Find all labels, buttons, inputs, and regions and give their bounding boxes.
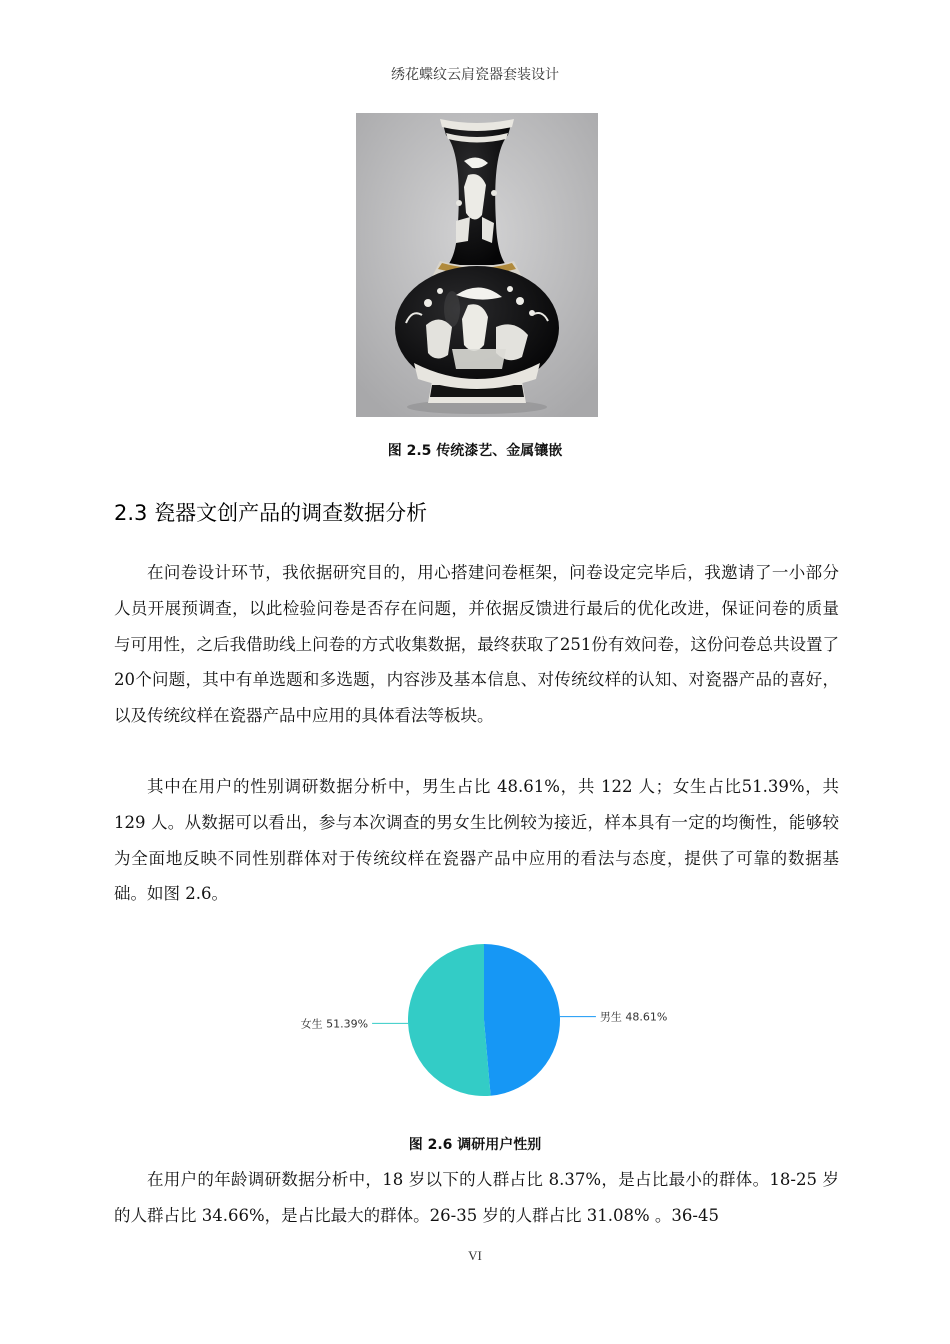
figure-2-5-caption: 图 2.5 传统漆艺、金属镶嵌 <box>387 443 563 459</box>
gender-pie-chart <box>280 925 700 1115</box>
pie-label-1: 女生 51.39% <box>300 1017 369 1031</box>
pie-slice-1 <box>408 944 491 1096</box>
pie-label-0: 男生 48.61% <box>599 1010 668 1024</box>
vase-photo <box>356 113 598 417</box>
running-header: 绣花蝶纹云肩瓷器套装设计 <box>391 67 559 83</box>
section-heading: 2.3 瓷器文创产品的调查数据分析 <box>114 501 428 525</box>
page-number: VI <box>468 1248 482 1263</box>
paragraph-gender-analysis: 其中在用户的性别调研数据分析中，男生占比 48.61%，共 122 人；女生占比51.39%，共 129 人。从数据可以看出，参与本次调查的男女生比例较为接近，样本具有一定的均衡性，能够较为全面地反映不同性别群体对于传统纹样在瓷器产品中应用的看法与态度，提供了可靠的数据基础。如图 2.6。 <box>114 777 839 904</box>
paragraph-survey-design: 在问卷设计环节，我依据研究目的，用心搭建问卷框架，问卷设定完毕后，我邀请了一小部分人员开展预调查，以此检验问卷是否存在问题，并依据反馈进行最后的优化改进，保证问卷的质量与可用性，之后我借助线上问卷的方式收集数据，最终获取了251份有效问卷，这份问卷总共设置了20个问题，其中有单选题和多选题，内容涉及基本信息、对传统纹样的认知、对瓷器产品的喜好，以及传统纹样在瓷器产品中应用的具体看法等板块。 <box>114 563 839 726</box>
figure-2-6-caption: 图 2.6 调研用户性别 <box>408 1137 542 1153</box>
paragraph-age-analysis: 在用户的年龄调研数据分析中，18 岁以下的人群占比 8.37%，是占比最小的群体。18-25 岁的人群占比 34.66%，是占比最大的群体。26-35 岁的人群占比 31.08% 。36-45 <box>114 1170 839 1225</box>
pie-slice-0 <box>484 944 560 1096</box>
